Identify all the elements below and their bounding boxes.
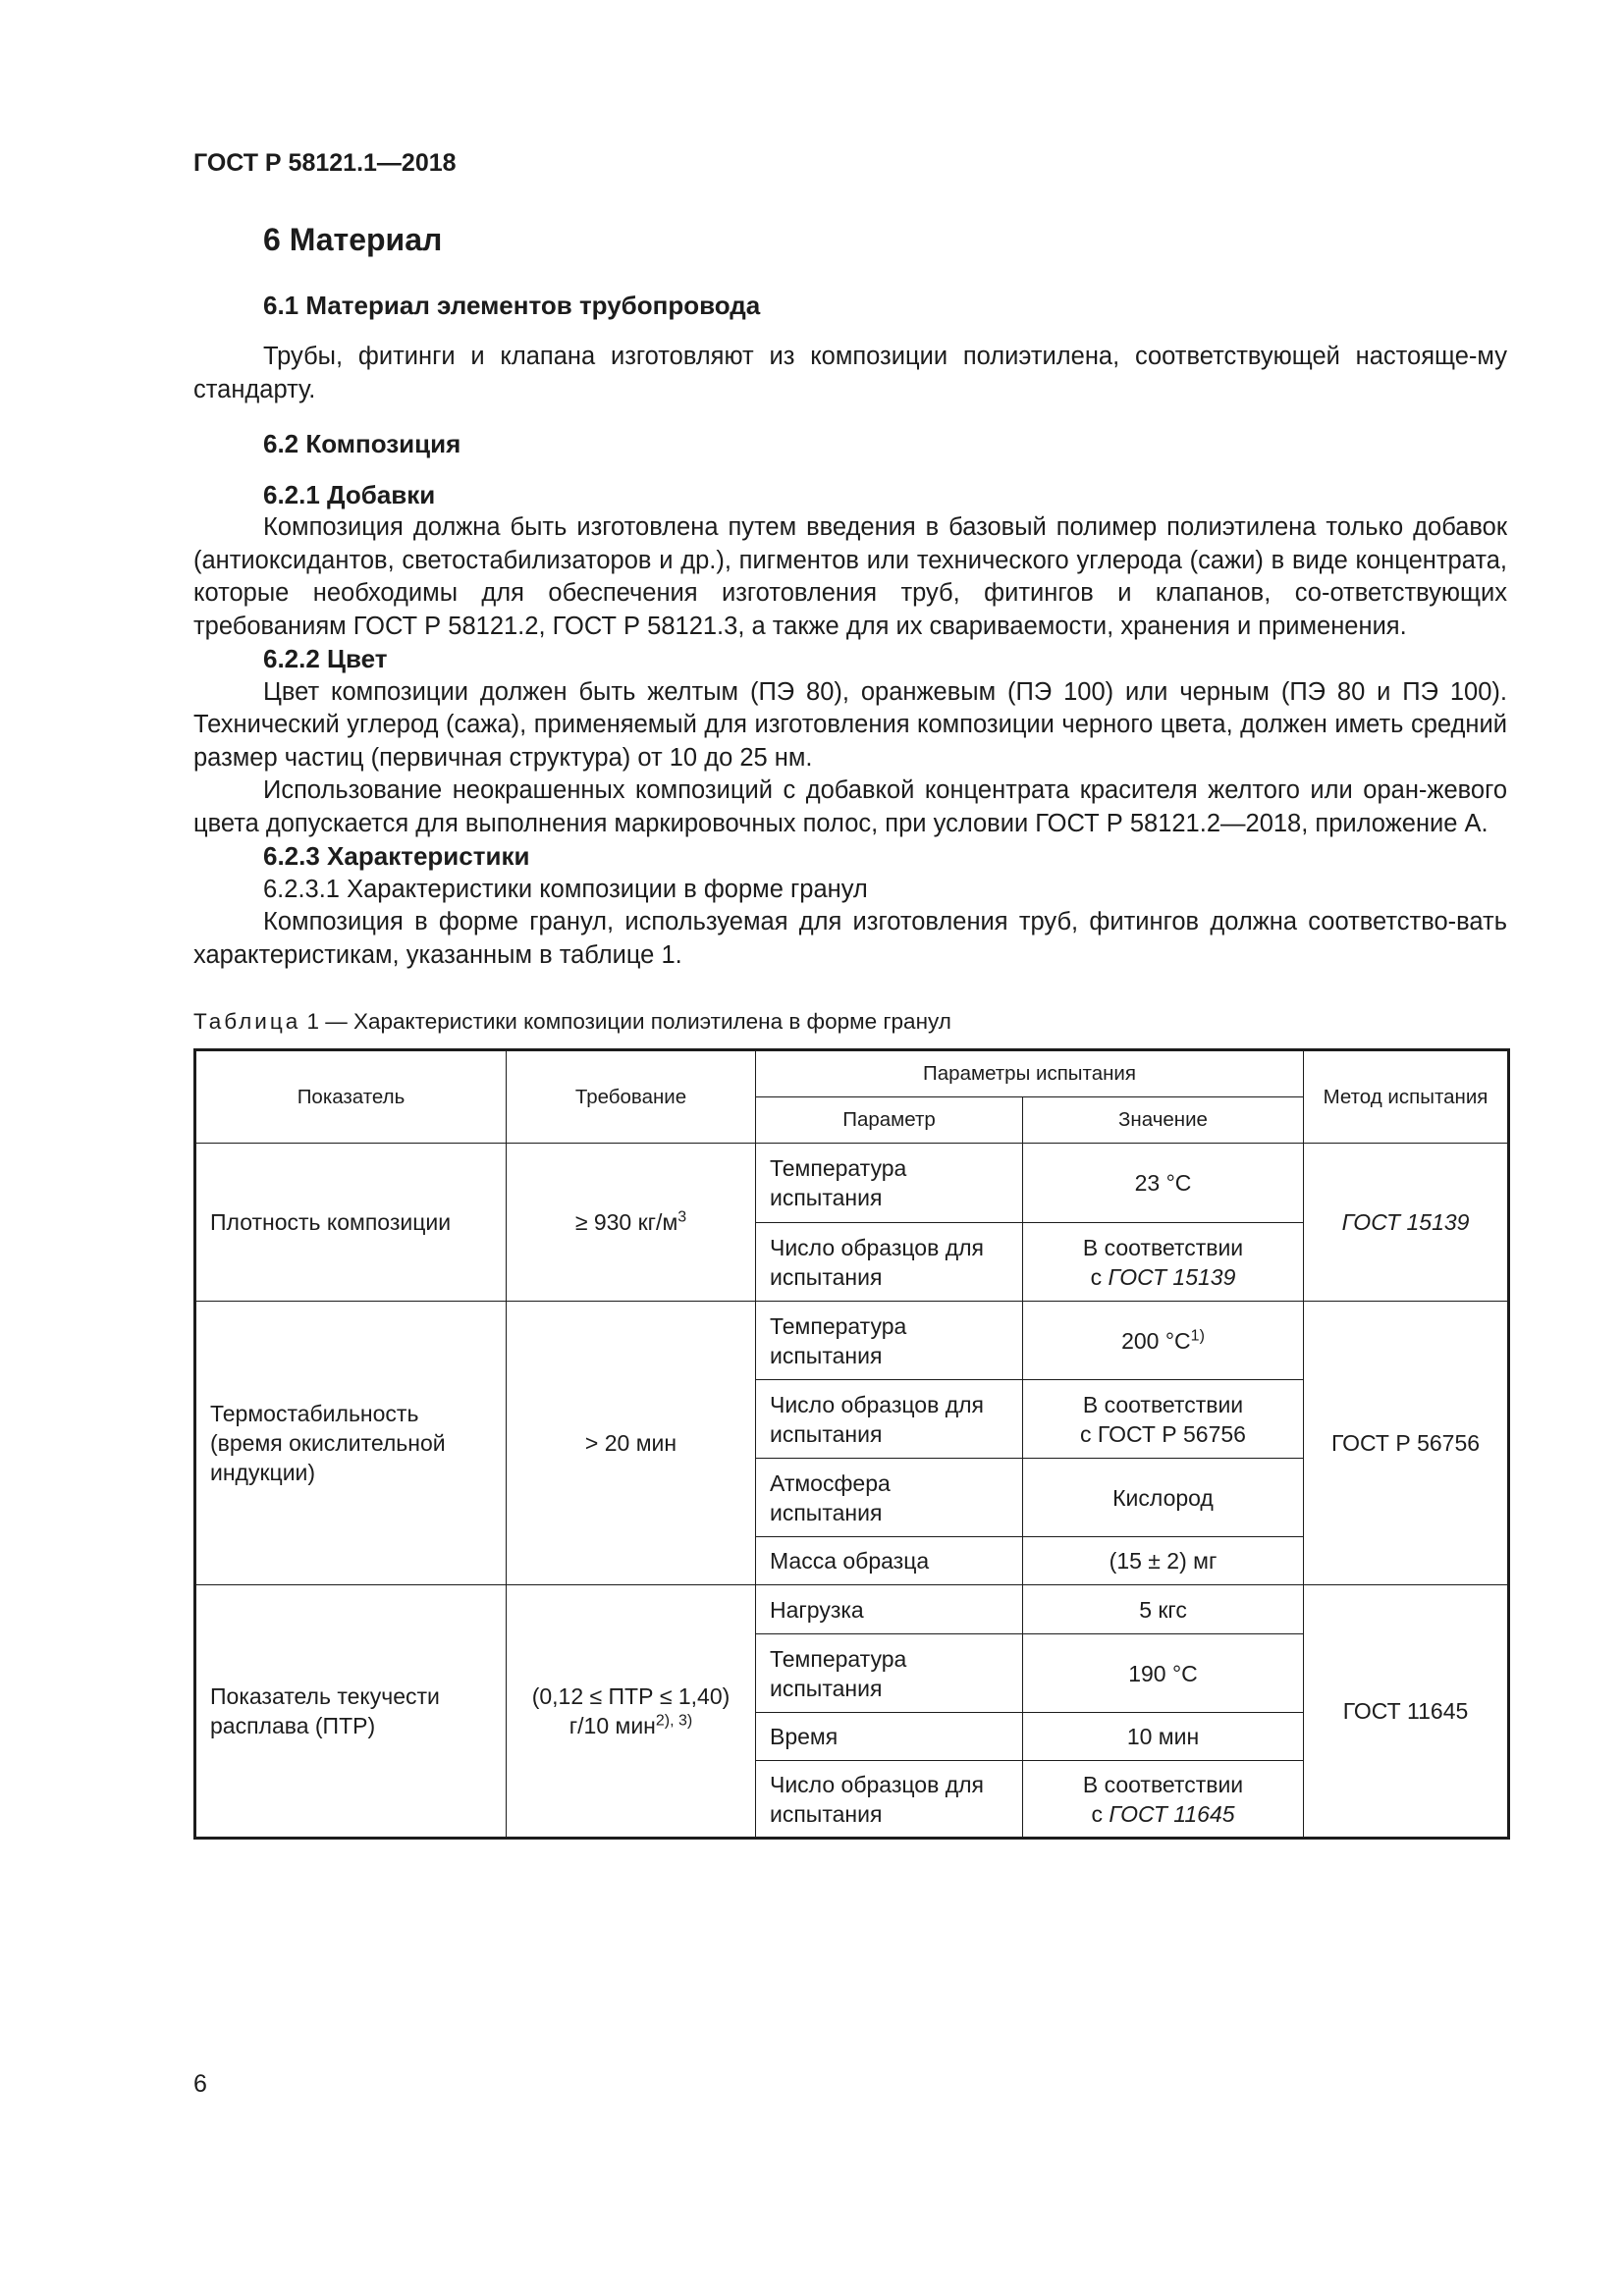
value-cell: Кислород (1023, 1459, 1304, 1537)
value-cell: (15 ± 2) мг (1023, 1537, 1304, 1585)
table-row (195, 1144, 1509, 1223)
header-param: Параметр (756, 1097, 1023, 1144)
value-cell: В соответствии с ГОСТ 11645 (1023, 1761, 1304, 1839)
subsection-6-2-2-title: 6.2.2 Цвет (263, 644, 388, 674)
requirement-cell: ≥ 930 $кг/м^3$ (507, 1144, 756, 1302)
subsection-6-1-title: 6.1 Материал элементов трубопровода (263, 291, 761, 321)
param-cell: Температура испытания (756, 1634, 1023, 1713)
param-cell: Число образцов для испытания (756, 1380, 1023, 1459)
subsection-6-2-3-title: 6.2.3 Характеристики (263, 841, 530, 872)
subsection-6-2-2-text-1: Цвет композиции должен быть желтым (ПЭ 80), оранжевым (ПЭ 100) или черным (ПЭ 80 и ПЭ 100). Технический углерод (сажа), применяемый для изготовления композиции черного цвета, должен иметь средний размер частиц (первичная структура) от 10 до 25 нм. (193, 677, 1507, 772)
section-title: 6 Материал (263, 222, 443, 257)
table-caption-text: 1 — Характеристики композиции полиэтилена в форме гранул (300, 1009, 951, 1035)
value-cell: 23 °C (1023, 1144, 1304, 1223)
value-cell: В соответствии с ГОСТ 15139 (1023, 1223, 1304, 1302)
indicator-cell: Показатель текучести расплава (ПТР) (195, 1585, 507, 1839)
requirement-cell: > 20 мин (507, 1302, 756, 1585)
param-cell: Температура испытания (756, 1144, 1023, 1223)
param-cell: Время (756, 1713, 1023, 1761)
value-cell: В соответствии с ГОСТ Р 56756 (1023, 1380, 1304, 1459)
subsection-6-2-3-text: Композиция в форме гранул, используемая для изготовления труб, фитингов должна соответство-вать характеристикам, указанным в таблице 1. (193, 908, 1507, 969)
value-cell: 10 мин (1023, 1713, 1304, 1761)
method-cell: ГОСТ 15139 (1304, 1144, 1509, 1302)
value-cell: 200 $^\circ C^{1)}$ (1023, 1302, 1304, 1380)
param-cell: Число образцов для испытания (756, 1223, 1023, 1302)
table-caption-label: Таблица (193, 1009, 301, 1035)
subsection-6-1-text: Трубы, фитинги и клапана изготовляют из композиции полиэтилена, соответствующей настояще-му стандарту. (193, 343, 1507, 403)
value-cell: 5 кгс (1023, 1585, 1304, 1634)
param-cell: Нагрузка (756, 1585, 1023, 1634)
param-cell: Число образцов для испытания (756, 1761, 1023, 1839)
param-cell: Атмосфера испытания (756, 1459, 1023, 1537)
subsection-6-2-3-1-title: 6.2.3.1 Характеристики композиции в форме гранул (263, 875, 868, 903)
param-cell: Температура испытания (756, 1302, 1023, 1380)
requirement-cell: (0,12 ≤ ПТР ≤ 1,40) г/10 мин$^{2), 3)}$ (507, 1585, 756, 1839)
table-row (195, 1585, 1509, 1634)
indicator-cell: Термостабильность (время окислительной индукции) (195, 1302, 507, 1585)
header-test-params: Параметры испытания (756, 1050, 1304, 1097)
header-method: Метод испытания (1304, 1050, 1509, 1144)
value-cell: 190 °C (1023, 1634, 1304, 1713)
indicator-cell: Плотность композиции (195, 1144, 507, 1302)
document-id: ГОСТ Р 58121.1—2018 (193, 149, 457, 177)
table-row (195, 1302, 1509, 1380)
characteristics-table (193, 1048, 1510, 1840)
page-content (193, 221, 1507, 1840)
table-caption (193, 1007, 1507, 1037)
param-cell: Масса образца (756, 1537, 1023, 1585)
header-indicator: Показатель (195, 1050, 507, 1144)
method-cell: ГОСТ 11645 (1304, 1585, 1509, 1839)
subsection-6-2-1-title: 6.2.1 Добавки (263, 479, 436, 509)
header-value: Значение (1023, 1097, 1304, 1144)
method-cell: ГОСТ Р 56756 (1304, 1302, 1509, 1585)
page-number: 6 (193, 2070, 207, 2098)
subsection-6-2-1-text: Композиция должна быть изготовлена путем введения в базовый полимер полиэтилена только добавок (антиоксидантов, светостабилизаторов и др.), пигментов или технического углерода (сажи) в виде концентрата, которые необходимы для обеспечения изготовления труб, фитингов и клапанов, со-ответствующих требованиям ГОСТ Р 58121.2, ГОСТ Р 58121.3, а также для их свариваемости, хранения и применения. (193, 513, 1507, 640)
subsection-6-2-2-text-2: Использование неокрашенных композиций с добавкой концентрата красителя желтого или оран-жевого цвета допускается для выполнения маркировочных полос, при условии ГОСТ Р 58121.2—2018, приложение А. (193, 776, 1507, 837)
table-header-row (195, 1050, 1509, 1097)
subsection-6-2-title: 6.2 Композиция (263, 429, 461, 459)
header-requirement: Требование (507, 1050, 756, 1144)
